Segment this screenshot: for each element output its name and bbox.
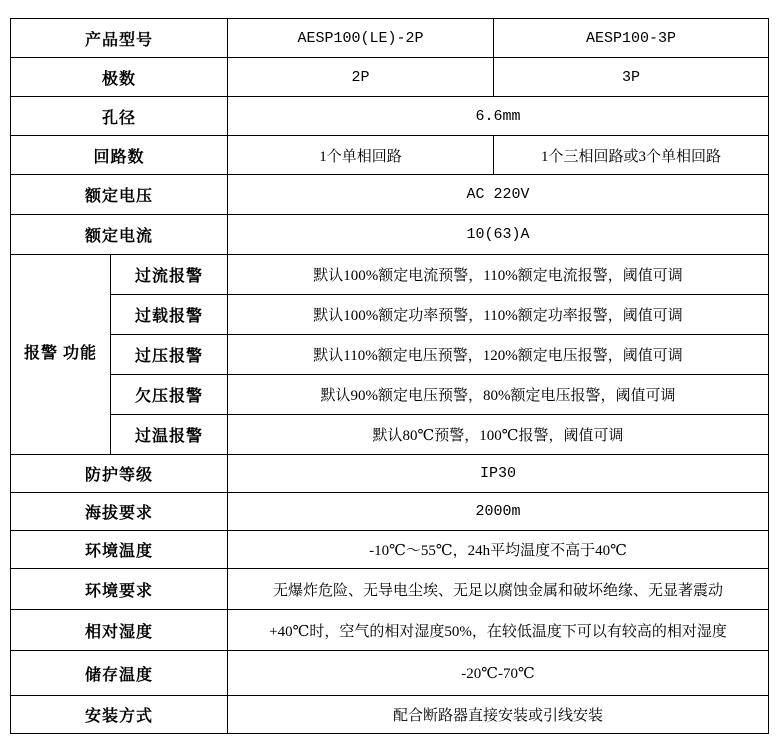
poles-3p-value: 3P bbox=[494, 58, 769, 97]
row-product-model bbox=[11, 19, 769, 58]
product-model-label: 产品型号 bbox=[11, 19, 228, 58]
row-rated-voltage bbox=[11, 175, 769, 215]
circuits-3p-value: 1个三相回路或3个单相回路 bbox=[494, 136, 769, 175]
environment-value: 无爆炸危险、无导电尘埃、无足以腐蚀金属和破坏绝缘、无显著震动 bbox=[228, 569, 769, 610]
row-poles bbox=[11, 58, 769, 97]
row-installation bbox=[11, 696, 769, 734]
alarm-group-label: 报警 功能 bbox=[11, 255, 111, 455]
hole-diameter-label: 孔径 bbox=[11, 97, 228, 136]
alarm-overvoltage-value: 默认110%额定电压预警，120%额定电压报警，阈值可调 bbox=[228, 335, 769, 375]
row-relative-humidity bbox=[11, 610, 769, 651]
row-alarm-overvoltage bbox=[11, 335, 769, 375]
row-circuits bbox=[11, 136, 769, 175]
poles-label: 极数 bbox=[11, 58, 228, 97]
alarm-overcurrent-label: 过流报警 bbox=[111, 255, 228, 295]
alarm-overcurrent-value: 默认100%额定电流预警，110%额定电流报警，阈值可调 bbox=[228, 255, 769, 295]
rated-current-label: 额定电流 bbox=[11, 215, 228, 255]
installation-value: 配合断路器直接安装或引线安装 bbox=[228, 696, 769, 734]
poles-2p-value: 2P bbox=[228, 58, 494, 97]
circuits-label: 回路数 bbox=[11, 136, 228, 175]
row-altitude bbox=[11, 493, 769, 531]
altitude-label: 海拔要求 bbox=[11, 493, 228, 531]
environment-label: 环境要求 bbox=[11, 569, 228, 610]
relative-humidity-label: 相对湿度 bbox=[11, 610, 228, 651]
ambient-temperature-value: -10℃～55℃，24h平均温度不高于40℃ bbox=[228, 531, 769, 569]
alarm-undervoltage-value: 默认90%额定电压预警，80%额定电压报警，阈值可调 bbox=[228, 375, 769, 415]
row-hole-diameter bbox=[11, 97, 769, 136]
storage-temperature-label: 储存温度 bbox=[11, 651, 228, 696]
alarm-overload-label: 过载报警 bbox=[111, 295, 228, 335]
circuits-2p-value: 1个单相回路 bbox=[228, 136, 494, 175]
alarm-overtemperature-label: 过温报警 bbox=[111, 415, 228, 455]
row-alarm-overload bbox=[11, 295, 769, 335]
row-ambient-temperature bbox=[11, 531, 769, 569]
row-alarm-overtemperature bbox=[11, 415, 769, 455]
relative-humidity-value: +40℃时，空气的相对湿度50%，在较低温度下可以有较高的相对湿度 bbox=[228, 610, 769, 651]
alarm-overtemperature-value: 默认80℃预警，100℃报警，阈值可调 bbox=[228, 415, 769, 455]
product-model-3p-value: AESP100-3P bbox=[494, 19, 769, 58]
rated-current-value: 10(63)A bbox=[228, 215, 769, 255]
storage-temperature-value: -20℃-70℃ bbox=[228, 651, 769, 696]
rated-voltage-label: 额定电压 bbox=[11, 175, 228, 215]
alarm-overvoltage-label: 过压报警 bbox=[111, 335, 228, 375]
row-storage-temperature bbox=[11, 651, 769, 696]
product-model-2p-value: AESP100(LE)-2P bbox=[228, 19, 494, 58]
row-rated-current bbox=[11, 215, 769, 255]
row-alarm-overcurrent bbox=[11, 255, 769, 295]
rated-voltage-value: AC 220V bbox=[228, 175, 769, 215]
row-protection-rating bbox=[11, 455, 769, 493]
alarm-undervoltage-label: 欠压报警 bbox=[111, 375, 228, 415]
product-spec-table bbox=[10, 18, 769, 734]
row-environment bbox=[11, 569, 769, 610]
hole-diameter-value: 6.6mm bbox=[228, 97, 769, 136]
alarm-overload-value: 默认100%额定功率预警，110%额定功率报警，阈值可调 bbox=[228, 295, 769, 335]
installation-label: 安装方式 bbox=[11, 696, 228, 734]
protection-rating-label: 防护等级 bbox=[11, 455, 228, 493]
row-alarm-undervoltage bbox=[11, 375, 769, 415]
ambient-temperature-label: 环境温度 bbox=[11, 531, 228, 569]
protection-rating-value: IP30 bbox=[228, 455, 769, 493]
altitude-value: 2000m bbox=[228, 493, 769, 531]
